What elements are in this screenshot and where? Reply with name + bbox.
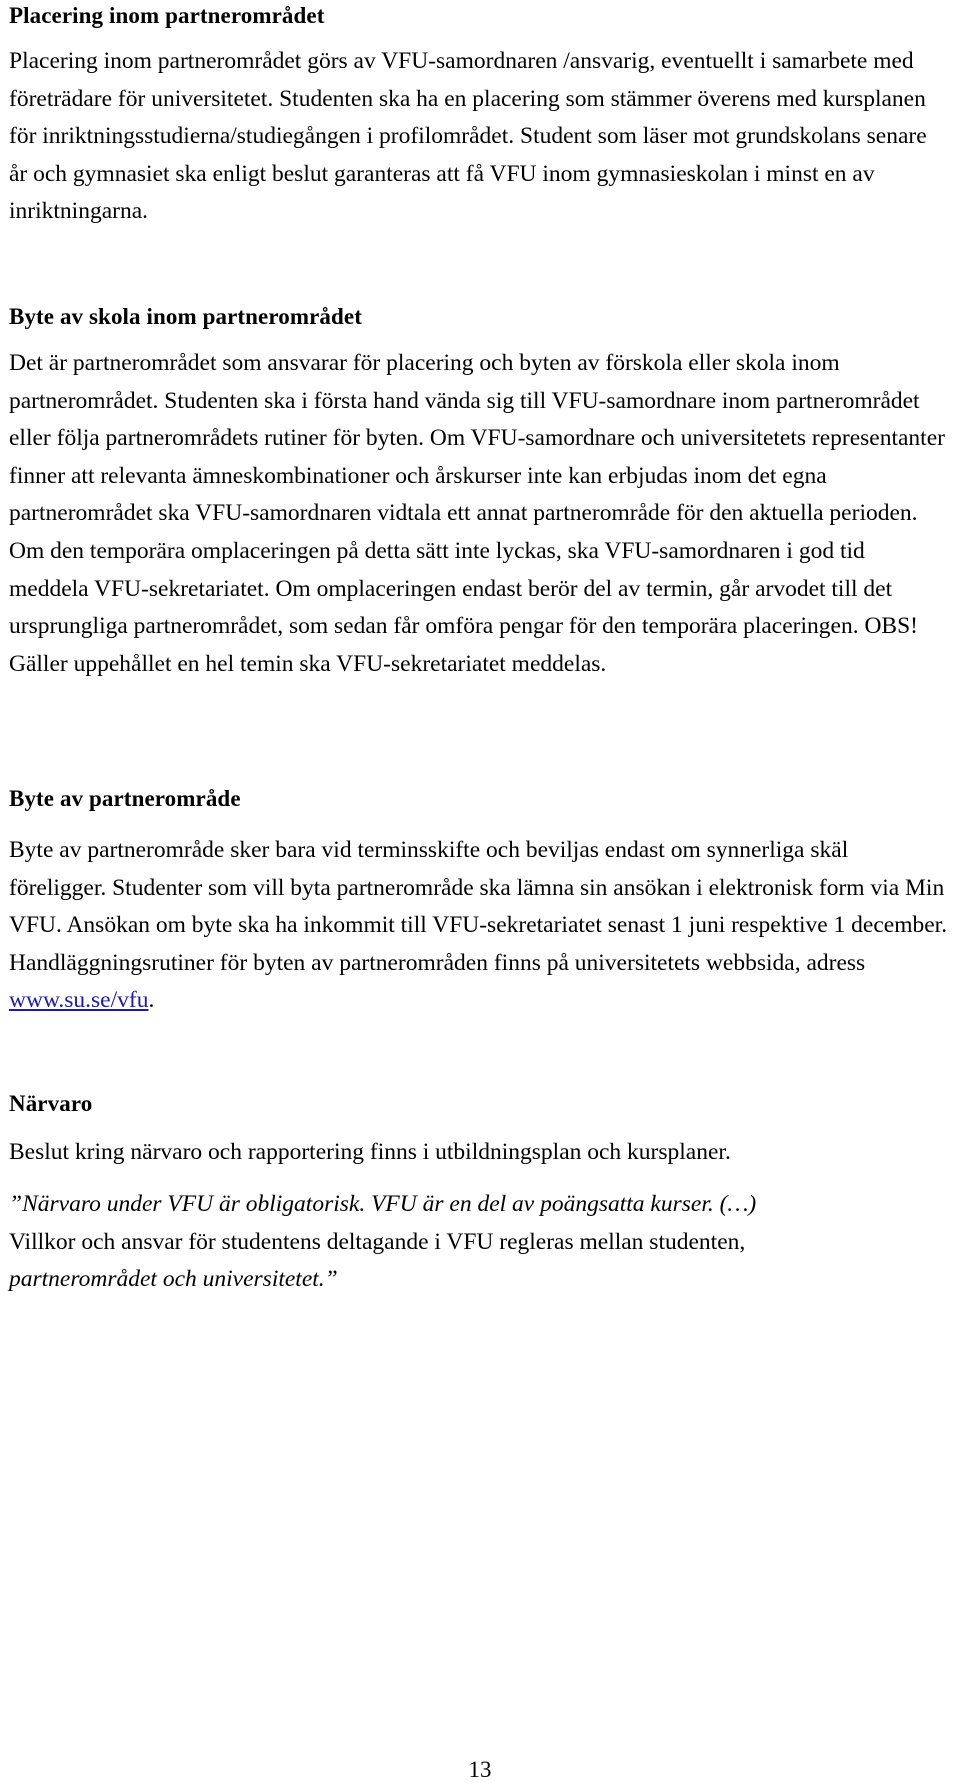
paragraph-byte-av-skola: Det är partnerområdet som ansvarar för placering och byten av förskola eller skola inom partnerområdet. Studenten ska i första hand vända sig till VFU-samordnare inom partnerområdet eller följa partnerområdets rutiner för byten. Om VFU-samordnare och universitetets representanter finner att relevanta ämneskombinationer och årskurser inte kan erbjudas inom det egna partnerområdet ska VFU-samordnaren vidtala ett annat partnerområde för den aktuella perioden. Om den temporära omplaceringen på detta sätt inte lyckas, ska VFU-samordnaren i god tid meddela VFU-sekretariatet. Om omplaceringen endast berör del av termin, går arvodet till det ursprungliga partnerområdet, som sedan får omföra pengar för den temporära placeringen. OBS! Gäller uppehållet en hel temin ska VFU-sekretariatet meddelas.	[9, 350, 945, 677]
heading-placering: Placering inom partnerområdet	[9, 3, 325, 28]
paragraph-text: Byte av partnerområde sker bara vid terminsskifte och beviljas endast om synnerliga skäl föreligger. Studenter som vill byta partnerområde ska lämna sin ansökan i elektronisk form via Min VFU. Ansökan om byte ska ha inkommit till VFU-sekretariatet senast 1 juni respektive 1 december. Handläggningsrutiner för byten av partnerområden finns på universitetets webbsida, adress	[9, 837, 948, 976]
paragraph-placering: Placering inom partnerområdet görs av VFU-samordnaren /ansvarig, eventuellt i samarbete med företrädare för universitetet. Studenten ska ha en placering som stämmer överens med kursplanen för inriktningsstudierna/studiegången i profilområdet. Student som läser mot grundskolans senare år och gymnasiet ska enligt beslut garanteras att få VFU inom gymnasieskolan i minst en av inriktningarna.	[9, 48, 927, 225]
heading-narvaro: Närvaro	[9, 1091, 93, 1116]
page-number: 13	[468, 1757, 492, 1782]
quote-line-3: partnerområdet och universitetet.”	[9, 1266, 338, 1293]
paragraph-narvaro: Beslut kring närvaro och rapportering finns i utbildningsplan och kursplaner.	[9, 1139, 731, 1165]
heading-byte-av-skola: Byte av skola inom partnerområdet	[9, 304, 362, 329]
link-trailing-period: .	[148, 987, 155, 1014]
quote-line-2: Villkor och ansvar för studentens deltagande i VFU regleras mellan studenten,	[9, 1228, 746, 1255]
paragraph-byte-av-partneromrade	[9, 832, 949, 1020]
quote-narvaro	[9, 1186, 756, 1299]
quote-line-1: ”Närvaro under VFU är obligatorisk. VFU är en del av poängsatta kurser. (…)	[9, 1191, 757, 1217]
vfu-website-link[interactable]: www.su.se/vfu	[9, 987, 149, 1014]
heading-byte-av-partneromrade: Byte av partnerområde	[9, 786, 241, 811]
